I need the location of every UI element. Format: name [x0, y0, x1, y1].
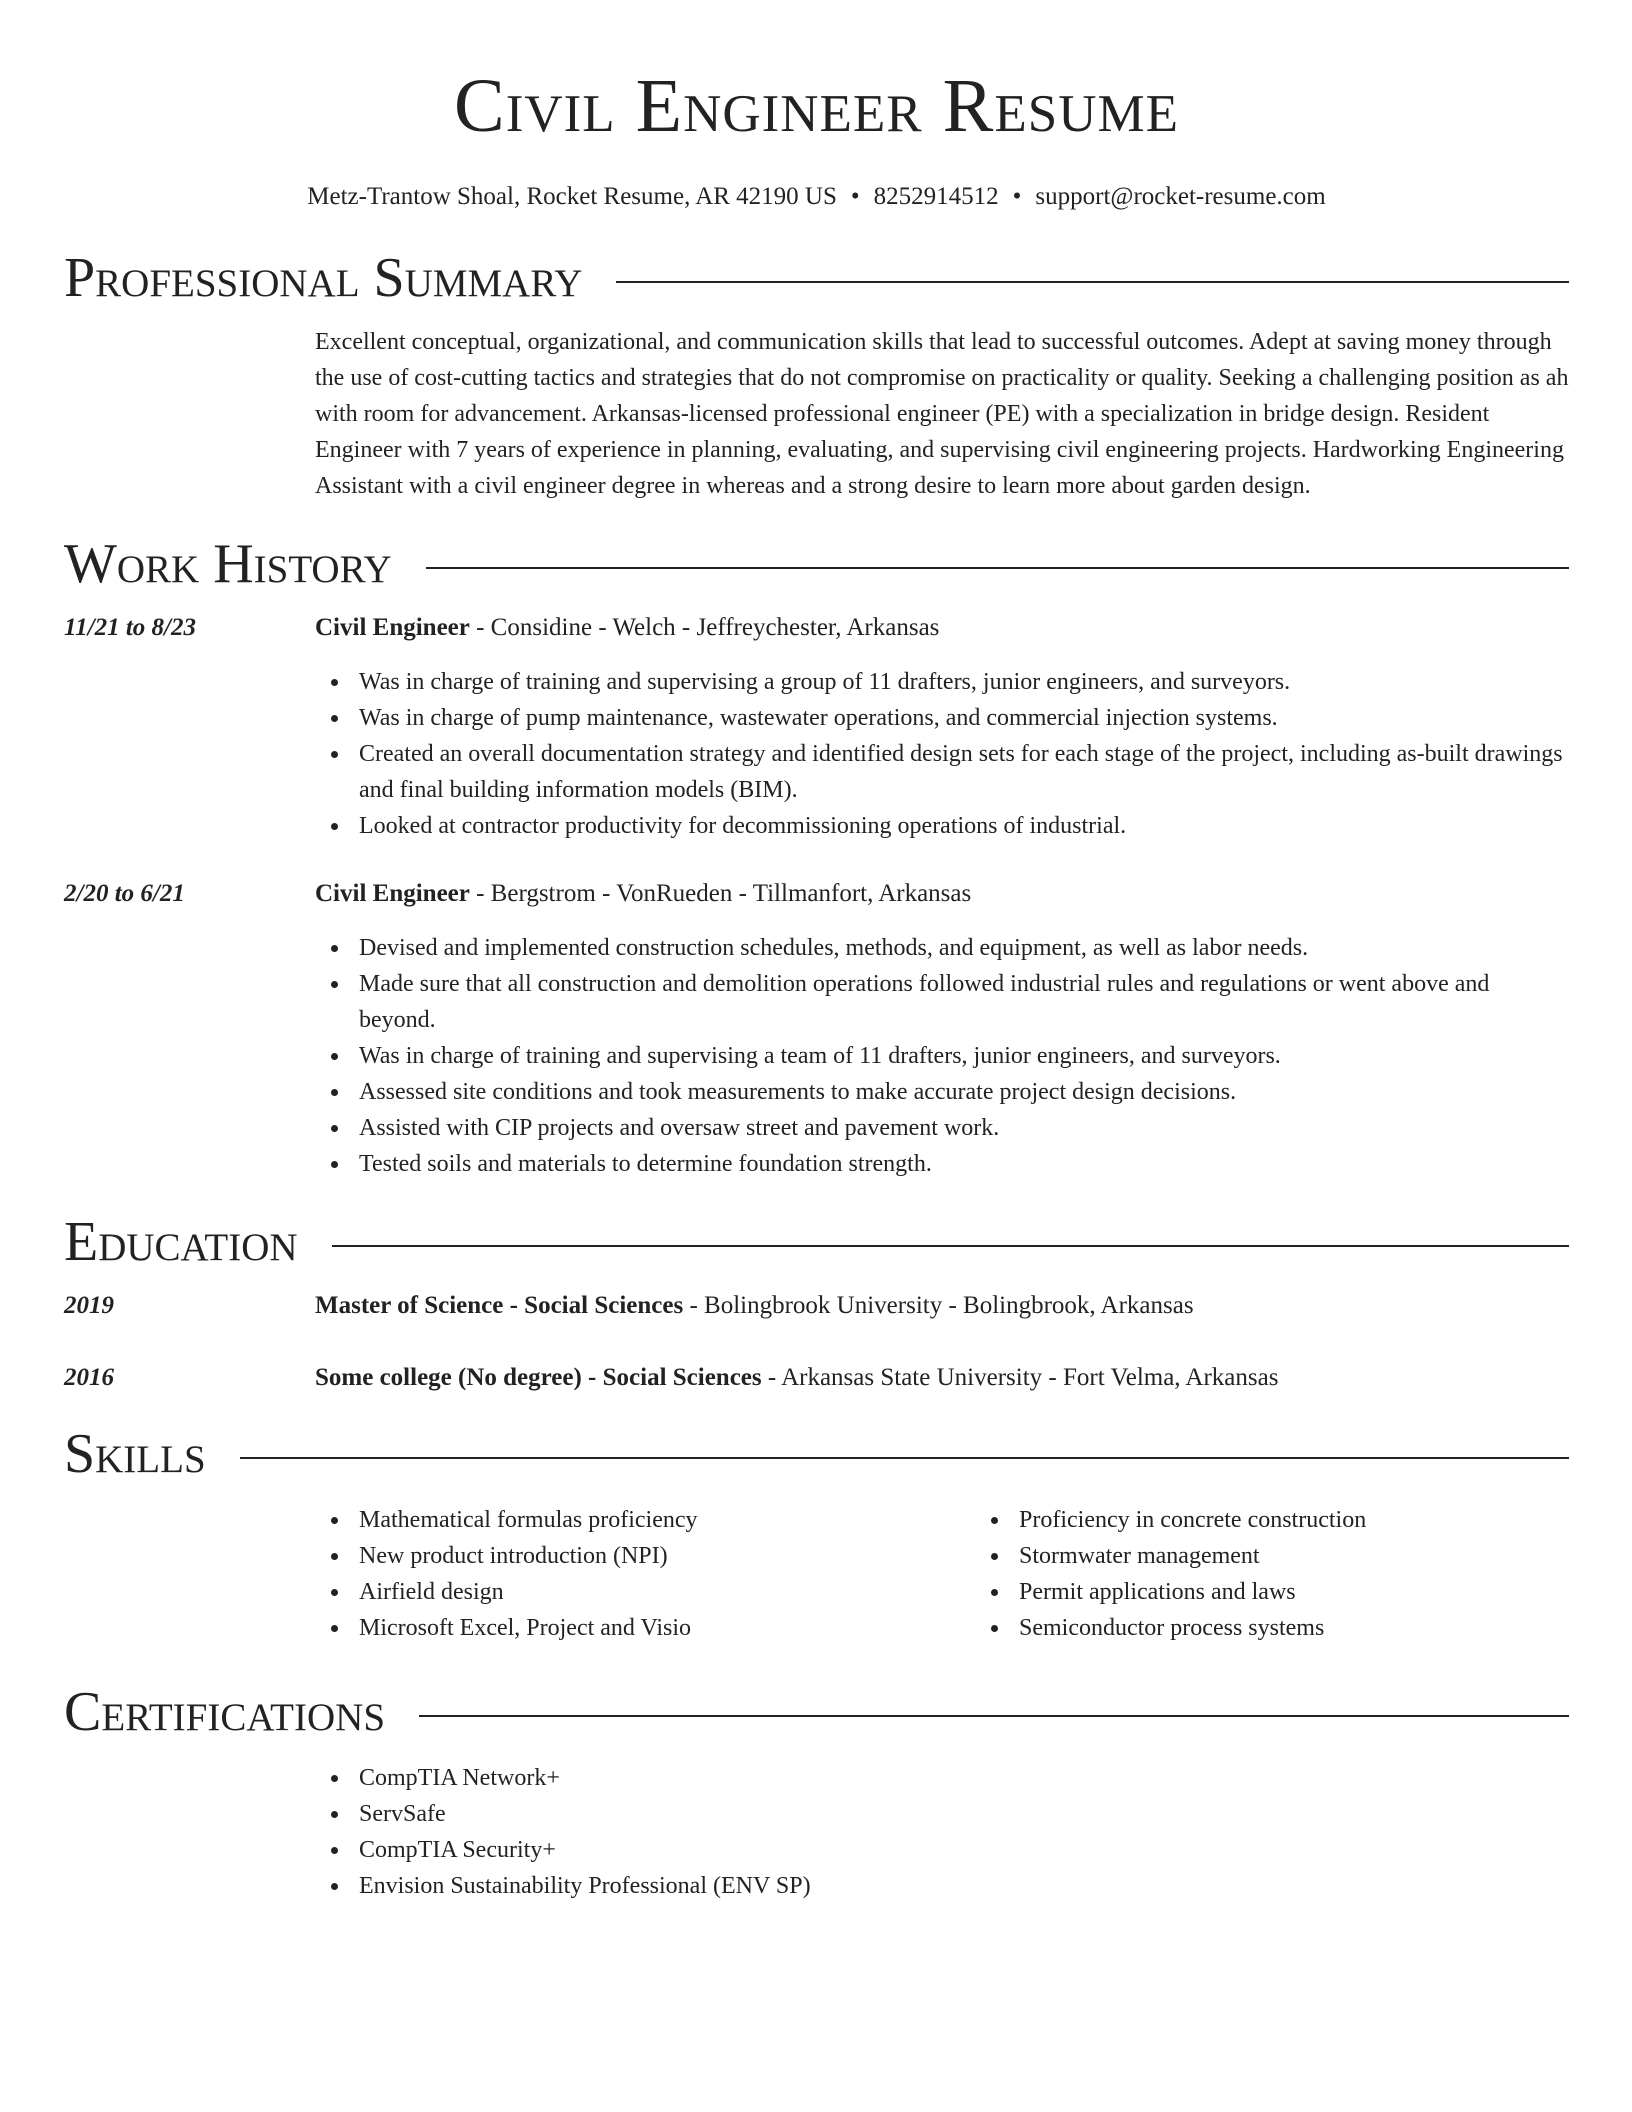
summary-text: Excellent conceptual, organizational, and communication skills that lead to successful outcomes. Adept at saving money through the use of cost-cutting tactics and strategies that do not compromise on practicality or quality. Seeking a challenging position as ah with room for advancement. Arkansas-licensed professional engineer (PE) with a specialization in bridge design. Resident Engineer with 7 years of experience in planning, evaluating, and supervising civil engineering projects. Hardworking Engineering Assistant with a civil engineer degree in whereas and a strong desire to learn more about garden design.: [315, 329, 1569, 499]
contact-separator: •: [1012, 183, 1022, 210]
section-heading-certifications: [64, 1680, 1569, 1744]
education-year: 2019: [64, 1292, 114, 1319]
resume-page: [64, 0, 1569, 1904]
job-entry: [64, 610, 1569, 844]
list-item: Was in charge of pump maintenance, wastewater operations, and commercial injection systems.: [359, 700, 1569, 736]
section-heading-work-history: [64, 532, 1569, 596]
section-title: Professional Summary: [64, 247, 583, 309]
education-year: 2016: [64, 1364, 114, 1391]
section-rule: [616, 281, 1569, 283]
list-item: CompTIA Security+: [359, 1832, 1569, 1868]
list-item: Semiconductor process systems: [1019, 1610, 1632, 1646]
list-item: Was in charge of training and supervising a group of 11 drafters, junior engineers, and surveyors.: [359, 664, 1569, 700]
job-bullets: [315, 664, 1569, 844]
list-item: Airfield design: [359, 1574, 975, 1610]
section-title: Work History: [64, 533, 392, 595]
section-rule: [419, 1715, 1569, 1717]
contact-phone: 8252914512: [873, 183, 999, 210]
list-item: Proficiency in concrete construction: [1019, 1502, 1632, 1538]
list-item: Microsoft Excel, Project and Visio: [359, 1610, 975, 1646]
skills-list-left: [315, 1502, 975, 1646]
section-heading-skills: [64, 1422, 1569, 1486]
contact-address: Metz-Trantow Shoal, Rocket Resume, AR 42190 US: [307, 183, 837, 210]
certifications-row: [64, 1760, 1569, 1904]
contact-separator: •: [850, 183, 860, 210]
summary-row: [64, 324, 1569, 504]
list-item: Made sure that all construction and demolition operations followed industrial rules and regulations or went above and beyond.: [359, 966, 1569, 1038]
certifications-list: [315, 1760, 1569, 1904]
job-title: Civil Engineer: [315, 880, 470, 907]
list-item: Devised and implemented construction schedules, methods, and equipment, as well as labor needs.: [359, 930, 1569, 966]
education-entry: [64, 1288, 1569, 1324]
education-details: - Bolingbrook University - Bolingbrook, Arkansas: [683, 1292, 1194, 1319]
list-item: CompTIA Network+: [359, 1760, 1569, 1796]
skills-list-right: [975, 1502, 1632, 1646]
section-title: Certifications: [64, 1681, 386, 1743]
education-details: - Arkansas State University - Fort Velma, Arkansas: [761, 1364, 1279, 1391]
list-item: Tested soils and materials to determine foundation strength.: [359, 1146, 1569, 1182]
skills-columns: [315, 1502, 1632, 1646]
list-item: Created an overall documentation strategy and identified design sets for each stage of the project, including as-built drawings and final building information models (BIM).: [359, 736, 1569, 808]
job-heading: [315, 876, 1569, 912]
list-item: Assisted with CIP projects and oversaw street and pavement work.: [359, 1110, 1569, 1146]
skills-row: [64, 1502, 1569, 1646]
section-heading-education: [64, 1210, 1569, 1274]
section-heading-summary: [64, 246, 1569, 310]
resume-title: Civil Engineer Resume: [454, 64, 1179, 148]
list-item: New product introduction (NPI): [359, 1538, 975, 1574]
job-dates: 11/21 to 8/23: [64, 614, 196, 641]
job-entry: [64, 876, 1569, 1182]
list-item: Envision Sustainability Professional (ENV SP): [359, 1868, 1569, 1904]
job-details: - Bergstrom - VonRueden - Tillmanfort, Arkansas: [469, 880, 972, 907]
list-item: Looked at contractor productivity for decommissioning operations of industrial.: [359, 808, 1569, 844]
job-details: - Considine - Welch - Jeffreychester, Arkansas: [469, 614, 940, 641]
list-item: Assessed site conditions and took measurements to make accurate project design decisions.: [359, 1074, 1569, 1110]
education-heading: [315, 1288, 1569, 1324]
section-rule: [240, 1457, 1569, 1459]
list-item: ServSafe: [359, 1796, 1569, 1832]
list-item: Mathematical formulas proficiency: [359, 1502, 975, 1538]
section-title: Skills: [64, 1423, 206, 1485]
section-title: Education: [64, 1211, 298, 1273]
list-item: Was in charge of training and supervising a team of 11 drafters, junior engineers, and surveyors.: [359, 1038, 1569, 1074]
list-item: Permit applications and laws: [1019, 1574, 1632, 1610]
education-heading: [315, 1360, 1569, 1396]
job-bullets: [315, 930, 1569, 1182]
section-rule: [332, 1245, 1569, 1247]
list-item: Stormwater management: [1019, 1538, 1632, 1574]
section-rule: [426, 567, 1569, 569]
job-dates: 2/20 to 6/21: [64, 880, 185, 907]
job-title: Civil Engineer: [315, 614, 470, 641]
education-degree: Master of Science - Social Sciences: [315, 1292, 684, 1319]
education-entry: [64, 1360, 1569, 1396]
job-heading: [315, 610, 1569, 646]
education-degree: Some college (No degree) - Social Sciences: [315, 1364, 762, 1391]
contact-email[interactable]: support@rocket-resume.com: [1035, 183, 1326, 210]
contact-line: [64, 182, 1569, 212]
